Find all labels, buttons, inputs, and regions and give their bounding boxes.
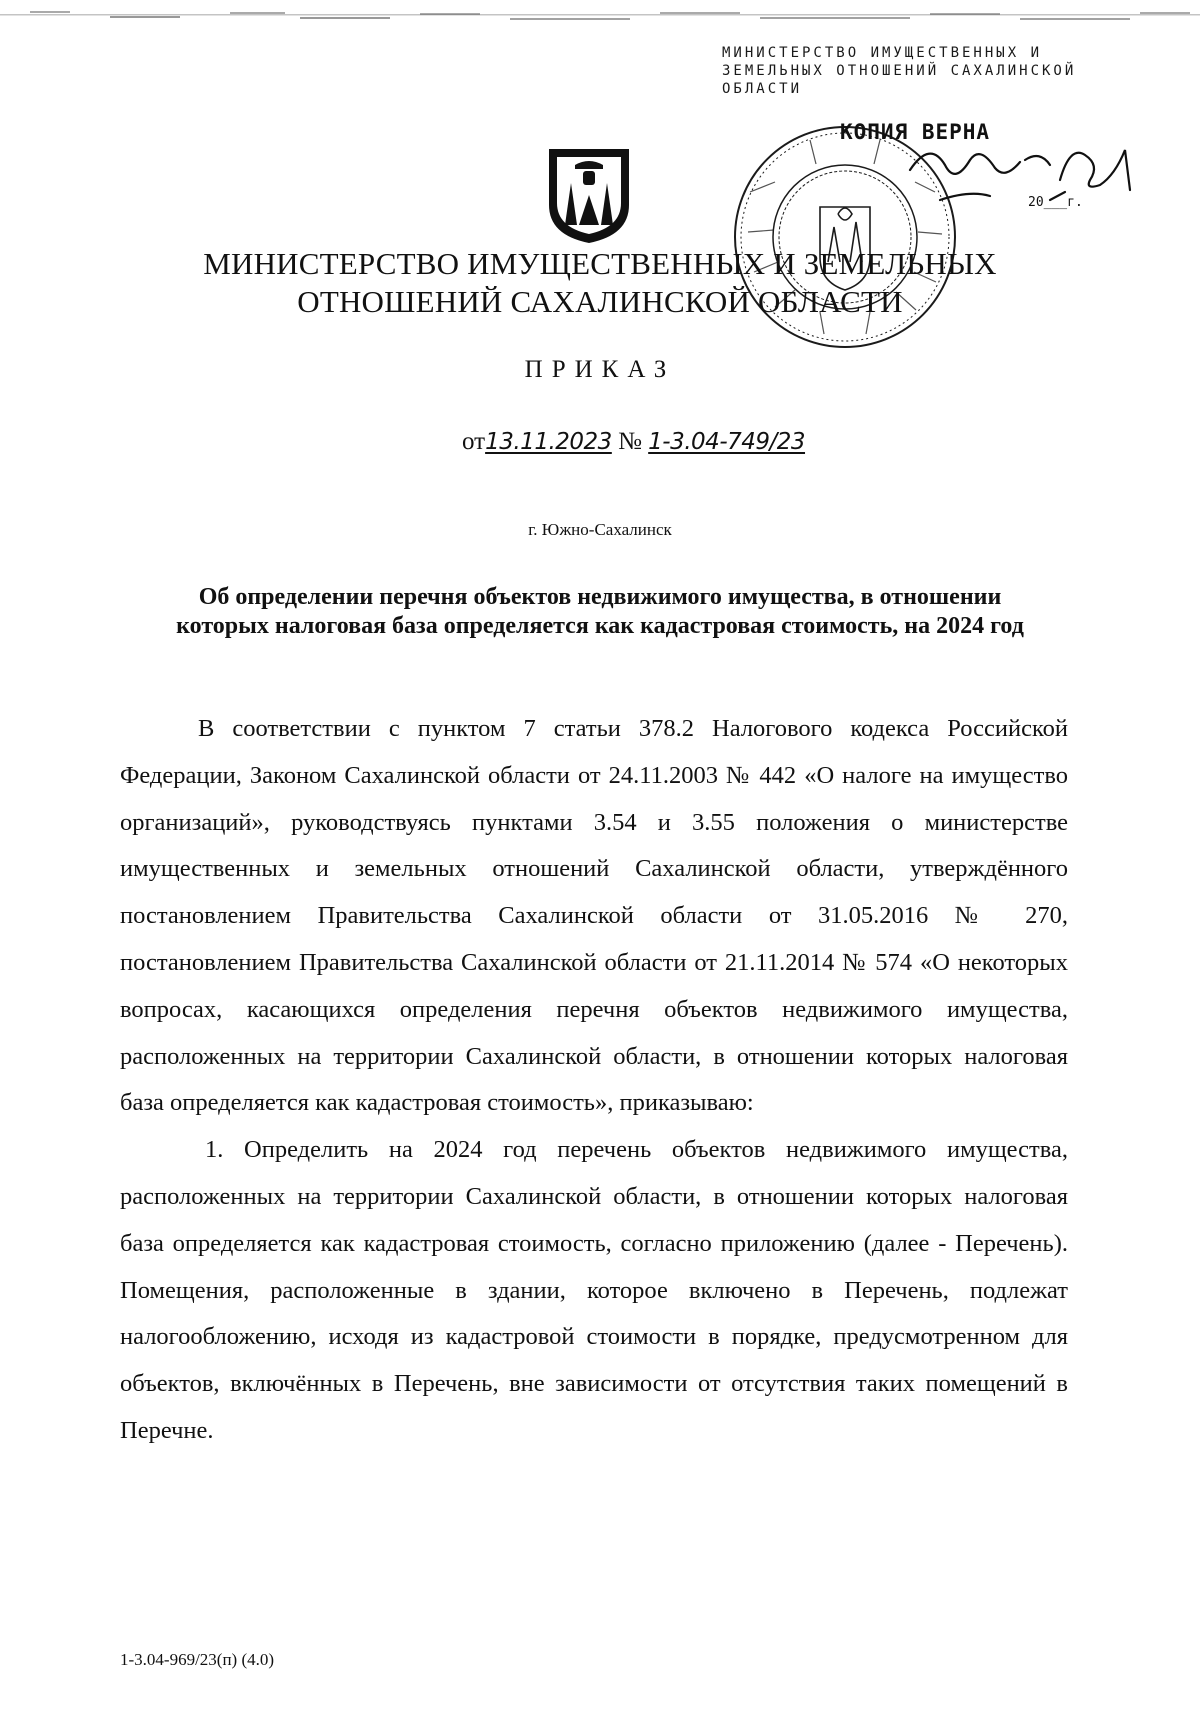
order-date-prefix: от [462,428,486,455]
document-code: 1-3.04-969/23(п) (4.0) [120,1650,275,1669]
certification-block [722,44,1082,98]
document-type: ПРИКАЗ [524,356,676,383]
ministry-name [0,245,1200,321]
item-1-paragraph: 1. Определить на 2024 год перечень объектов недвижимого имущества, расположенных на территории Сахалинской области, в отношении которых налоговая база определяется как кадастровая стоимость, согласно приложению (далее - Перечень). Помещения, расположенные в здании, которое включено в Перечень, подлежат налогообложению, исходя из кадастровой стоимости в порядке, предусмотренном для объектов, включённых в Перечень, вне зависимости от отсутствия таких помещений в Перечне. [120,1136,1068,1444]
ministry-name-line1: МИНИСТЕРСТВО ИМУЩЕСТВЕННЫХ И ЗЕМЕЛЬНЫХ [203,246,997,281]
preamble-paragraph: В соответствии с пунктом 7 статьи 378.2 Налогового кодекса Российской Федерации, Законом Сахалинской области от 24.11.2003 № 442 «О налоге на имущество организаций», руководствуясь пунктами 3.54 и 3.55 положения о министерстве имущественных и земельных отношений Сахалинской области, утверждённого постановлением Правительства Сахалинской области от 31.05.2016 № 270, постановлением Правительства Сахалинской области от 21.11.2014 № 574 «О некоторых вопросах, касающихся определения перечня объектов недвижимого имущества, расположенных на территории Сахалинской области, в отношении которых налоговая база определяется как кадастровая стоимость», приказываю: [120,715,1068,1117]
copy-verified-mark: КОПИЯ ВЕРНА [840,120,991,144]
cert-org-line1: МИНИСТЕРСТВО ИМУЩЕСТВЕННЫХ И [722,45,1043,61]
order-date-number [462,428,805,456]
handwritten-signature-icon [900,130,1140,240]
order-date: 13.11.2023 [485,429,612,455]
scan-noise-strip [0,8,1200,30]
cert-org-line3: ОБЛАСТИ [722,81,803,97]
document-title: Об определении перечня объектов недвижимого имущества, в отношении которых налоговая база определяется как кадастровая стоимость, на 2024 год [176,584,1024,639]
order-number: 1-3.04-749/23 [648,429,806,455]
order-number-prefix: № [618,428,642,455]
cert-org-line2: ЗЕМЕЛЬНЫХ ОТНОШЕНИЙ САХАЛИНСКОЙ [722,63,1077,79]
cert-year-line: 20___г. [1028,195,1083,210]
sakhalin-coat-of-arms-icon [545,145,633,245]
ministry-name-line2: ОТНОШЕНИЙ САХАЛИНСКОЙ ОБЛАСТИ [297,284,903,319]
document-body [120,706,1068,1455]
issue-city: г. Южно-Сахалинск [528,520,672,539]
